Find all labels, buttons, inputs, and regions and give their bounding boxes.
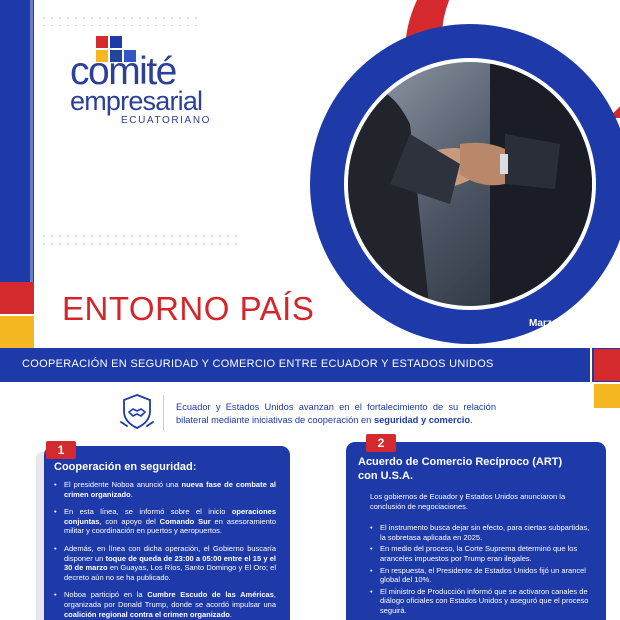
logo-wordmark: ECUATORIANO — [121, 115, 212, 126]
card-body — [54, 480, 276, 620]
list-item: • Además, en línea con dicha operación, el Gobierno buscaría disponer un toque de queda de 23:00 a 05:00 entre el 15 y el 30 de marzo en Guayas, Los Ríos, Santo Domingo y El Oro; el decreto aún no se ha publicado. — [54, 544, 276, 582]
left-blue-bar — [0, 0, 34, 282]
security-cooperation-card — [44, 446, 290, 620]
handshake-shield-icon — [117, 392, 157, 432]
list-item: • En esta línea, se informó sobre el inicio operaciones conjuntas, con apoyo del Comando Sur en asesoramiento militar y coordinación en puertos y aeropuertos. — [54, 507, 276, 536]
date-label: Marzo 2026 — [529, 318, 583, 329]
list-item: • En respuesta, el Presidente de Estados Unidos fijó un arancel global del 10%. — [370, 566, 594, 585]
intro-paragraph: Ecuador y Estados Unidos avanzan en el fortalecimiento de su relación bilateral mediante iniciativas de cooperación en seguridad y comercio. — [176, 402, 496, 425]
list-item: • El presidente Noboa anunció una nueva fase de combate al crimen organizado. — [54, 480, 276, 499]
decor-square-red — [594, 349, 620, 381]
dot-pattern-middle — [40, 232, 240, 250]
list-item: • El ministro de Producción informó que se activaron canales de diálogo oficiales con Estados Unidos y aseguró que el proceso seguirá. — [370, 587, 594, 616]
card-title: Cooperación en seguridad: — [54, 461, 197, 473]
logo-square-blue — [110, 36, 122, 48]
trade-agreement-card — [346, 442, 606, 620]
card-body — [370, 492, 594, 618]
dot-pattern-top — [40, 14, 200, 26]
left-bar-edge — [30, 0, 33, 282]
card-title: Acuerdo de Comercio Recíproco (ART) con U.S.A. — [358, 456, 563, 482]
list-item: • En medio del proceso, la Corte Suprema determinó que los aranceles impuestos por Trump eran ilegales. — [370, 544, 594, 563]
decor-square-yellow — [594, 384, 620, 408]
section-number-badge: 1 — [46, 441, 76, 459]
logo-wordmark: comité — [70, 50, 176, 93]
list-item: • Noboa participó en la Cumbre Escudo de las Américas, organizada por Donald Trump, donde se acordó impulsar una coalición regional contra el crimen organizado. — [54, 590, 276, 619]
page-title: ENTORNO PAÍS — [62, 290, 315, 327]
decor-square-yellow — [0, 316, 34, 348]
list-item: • El instrumento busca dejar sin efecto, para ciertas subpartidas, la sobretasa aplicada en 2025. — [370, 523, 594, 542]
intro-divider — [163, 395, 164, 431]
decor-square-red — [0, 282, 34, 314]
section-number-badge: 2 — [366, 434, 396, 452]
card-lead: Los gobiernos de Ecuador y Estados Unidos anunciaron la conclusión de negociaciones. — [370, 492, 566, 511]
section-band-title: COOPERACIÓN EN SEGURIDAD Y COMERCIO ENTRE ECUADOR Y ESTADOS UNIDOS — [22, 358, 494, 370]
logo-square-red — [96, 36, 108, 48]
logo-wordmark: empresarial — [70, 86, 203, 116]
